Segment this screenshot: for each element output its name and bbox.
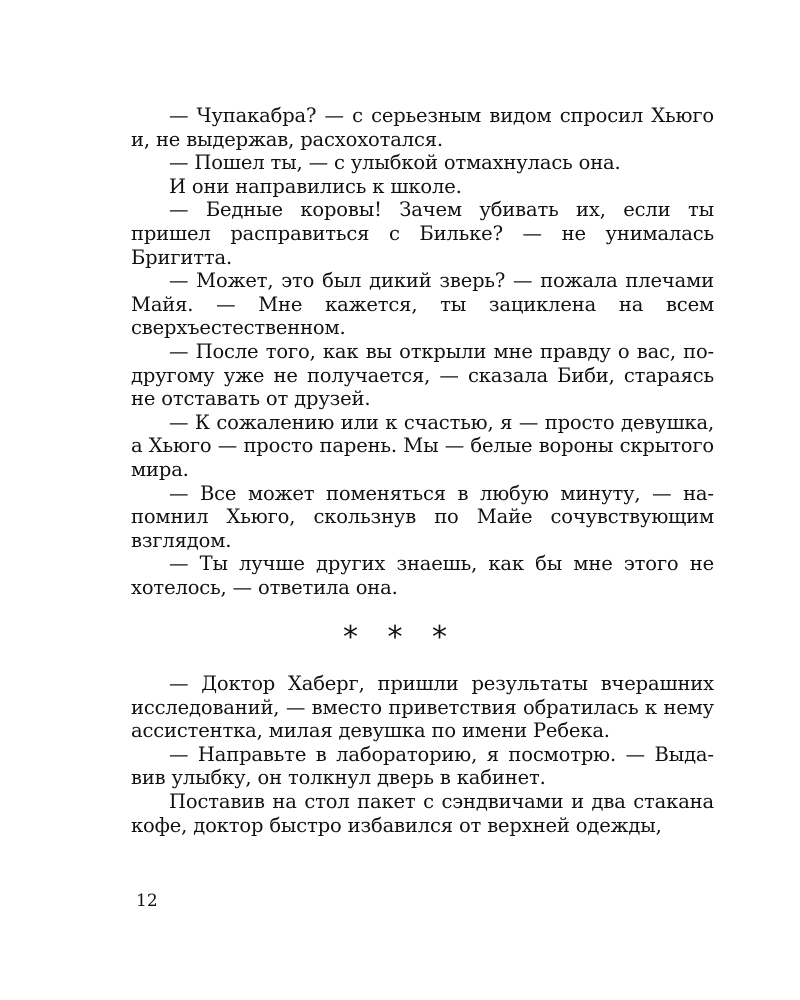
paragraph: — К сожалению или к счастью, я — просто девушка, а Хьюго — просто парень. Мы — белые вороны скрытого мира.: [131, 410, 714, 481]
paragraph: — После того, как вы открыли мне правду о вас, по-другому уже не получается, — сказала Биби, стараясь не отставать от друзей.: [131, 339, 714, 411]
paragraph: — Направьте в лабораторию, я посмотрю. — Выдавив улыбку, он толкнул дверь в кабинет.: [131, 742, 714, 790]
paragraph: И они направились к школе.: [169, 174, 462, 198]
text-section-2: [131, 672, 714, 837]
paragraph: — Бедные коровы! Зачем убивать их, если ты пришел расправиться с Бильке? — не унималась Бригитта.: [131, 198, 714, 269]
paragraph: — Пошел ты, — с улыбкой отмахнулась она.: [169, 151, 621, 175]
paragraph: — Ты лучше других знаешь, как бы мне этого не хотелось, — ответила она.: [131, 552, 714, 599]
section-separator: * * *: [342, 620, 458, 655]
text-section-1: [131, 104, 714, 599]
paragraph: Поставив на стол пакет с сэндвичами и два стакана кофе, доктор быстро избавился от верхней одежды,: [131, 789, 714, 837]
page-number: 12: [136, 891, 158, 911]
paragraph: — Чупакабра? — с серьезным видом спросил Хьюго и, не выдержав, расхохотался.: [131, 104, 714, 151]
paragraph: — Доктор Хаберг, пришли результаты вчерашних исследований, — вместо приветствия обратилась к нему ассистентка, милая девушка по имени Ребека.: [131, 672, 714, 743]
paragraph: — Все может поменяться в любую минуту, — напомнил Хьюго, скользнув по Майе сочувствующим взглядом.: [131, 481, 714, 552]
paragraph: — Может, это был дикий зверь? — пожала плечами Майя. — Мне кажется, ты зациклена на всем сверхъестественном.: [131, 269, 714, 340]
